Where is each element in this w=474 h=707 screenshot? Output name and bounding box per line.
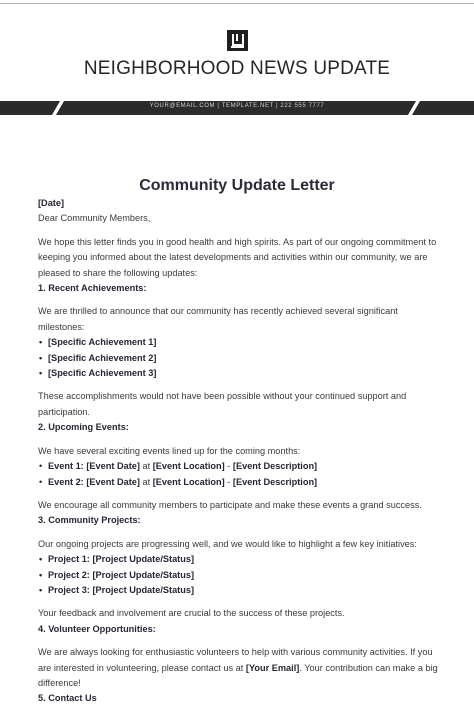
contact-email: [Your Email] bbox=[245, 662, 300, 673]
list-item: • [Specific Achievement 3] bbox=[48, 366, 438, 381]
section-4-text: We are always looking for enthusiastic volunteers to help with various community activities. If you are interested in volunteering, please contact us at [Your Email]. Your contribution can make a big difference! bbox=[38, 647, 438, 688]
achievements-list bbox=[38, 335, 438, 381]
contact-info: YOUR@EMAIL.COM | TEMPLATE.NET | 222 555 7777 bbox=[149, 103, 325, 109]
list-item: • [Specific Achievement 1] bbox=[48, 335, 438, 350]
intro-paragraph: We hope this letter finds you in good health and high spirits. As part of our ongoing commitment to keeping you informed about the latest developments and activities within our community, we are pleased to share the following updates: bbox=[38, 236, 437, 278]
list-item: • Project 1: [Project Update/Status] bbox=[48, 552, 438, 567]
letter-body bbox=[38, 196, 438, 707]
section-5-heading: 5. Contact Us bbox=[38, 693, 97, 704]
salutation: Dear Community Members, bbox=[38, 213, 151, 224]
section-4-heading: 4. Volunteer Opportunities: bbox=[38, 623, 156, 634]
section-3-intro: Our ongoing projects are progressing well, and we would like to highlight a few key initiatives: bbox=[38, 538, 417, 549]
list-item: • [Specific Achievement 2] bbox=[48, 351, 438, 366]
projects-list bbox=[38, 552, 438, 598]
section-2-intro: We have several exciting events lined up for the coming months: bbox=[38, 445, 301, 456]
site-title: NEIGHBORHOOD NEWS UPDATE bbox=[83, 58, 391, 79]
letter-date: [Date] bbox=[38, 198, 65, 208]
section-3-heading: 3. Community Projects: bbox=[38, 515, 141, 526]
section-1-intro: We are thrilled to announce that our community has recently achieved several significant milestones: bbox=[38, 306, 398, 332]
section-2-heading: 2. Upcoming Events: bbox=[38, 422, 129, 433]
logo-icon bbox=[227, 30, 248, 51]
letter-title: Community Update Letter bbox=[139, 177, 335, 194]
section-2-outro: We encourage all community members to participate and make these events a grand success. bbox=[38, 499, 422, 510]
events-list bbox=[38, 459, 438, 490]
section-1-heading: 1. Recent Achievements: bbox=[38, 283, 147, 294]
contact-band bbox=[0, 101, 474, 115]
list-item: • Project 2: [Project Update/Status] bbox=[48, 568, 438, 583]
list-item: • Event 1: [Event Date] at [Event Location] - [Event Description] bbox=[48, 459, 438, 474]
section-3-outro: Your feedback and involvement are crucial to the success of these projects. bbox=[38, 608, 345, 619]
top-rule bbox=[0, 3, 474, 4]
list-item: • Project 3: [Project Update/Status] bbox=[48, 583, 438, 598]
list-item: • Event 2: [Event Date] at [Event Location] - [Event Description] bbox=[48, 475, 438, 490]
section-1-outro: These accomplishments would not have been possible without your continued support and participation. bbox=[38, 391, 407, 417]
